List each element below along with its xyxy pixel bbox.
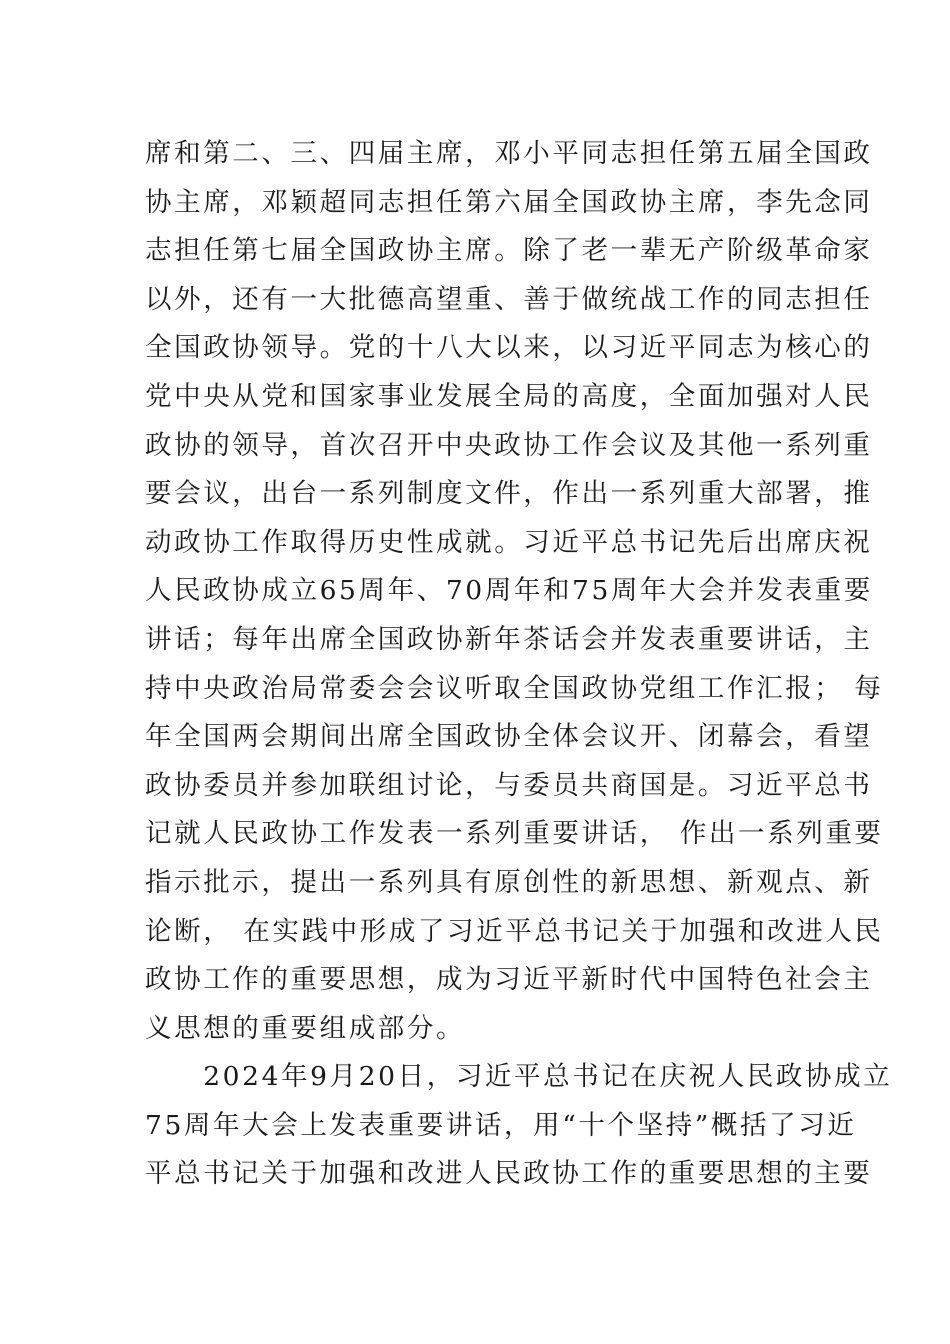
text-line: 持中央政治局常委会会议听取全国政协党组工作汇报； 每 xyxy=(145,672,884,704)
text-line: 义思想的重要组成部分。 xyxy=(145,1012,466,1044)
body-text xyxy=(145,130,893,1199)
text-line: 以外，还有一大批德高望重、善于做统战工作的同志担任 xyxy=(145,283,873,315)
text-line: 论断， 在实践中形成了习近平总书记关于加强和改进人民 xyxy=(145,915,884,947)
text-line: 指示批示，提出一系列具有原创性的新思想、新观点、新 xyxy=(145,866,873,898)
text-line: 协主席，邓颖超同志担任第六届全国政协主席，李先念同 xyxy=(145,186,873,218)
text-line: 人民政协成立65周年、70周年和75周年大会并发表重要 xyxy=(145,575,873,607)
paragraph xyxy=(145,1053,893,1199)
text-line: 志担任第七届全国政协主席。除了老一辈无产阶级革命家 xyxy=(145,235,873,267)
text-line: 讲话；每年出席全国政协新年茶话会并发表重要讲话，主 xyxy=(145,623,873,655)
text-line: 平总书记关于加强和改进人民政协工作的重要思想的主要 xyxy=(145,1158,873,1190)
paragraph xyxy=(145,130,884,1053)
text-line: 政协工作的重要思想，成为习近平新时代中国特色社会主 xyxy=(145,964,873,996)
text-line: 记就人民政协工作发表一系列重要讲话， 作出一系列重要 xyxy=(145,818,884,850)
text-line: 年全国两会期间出席全国政协全体会议开、闭幕会，看望 xyxy=(145,721,873,753)
text-line: 党中央从党和国家事业发展全局的高度，全面加强对人民 xyxy=(145,380,873,412)
text-line: 政协委员并参加联组讨论，与委员共商国是。习近平总书 xyxy=(145,769,873,801)
text-line: 席和第二、三、四届主席，邓小平同志担任第五届全国政 xyxy=(145,138,873,169)
text-line: 政协的领导，首次召开中央政协工作会议及其他一系列重 xyxy=(145,429,873,461)
text-line: 75周年大会上发表重要讲话，用“十个坚持”概括了习近 xyxy=(145,1109,857,1141)
text-line: 要会议，出台一系列制度文件，作出一系列重大部署，推 xyxy=(145,478,873,510)
text-line: 全国政协领导。党的十八大以来，以习近平同志为核心的 xyxy=(145,332,873,364)
text-line: 动政协工作取得历史性成就。习近平总书记先后出席庆祝 xyxy=(145,526,873,558)
text-line: 2024年9月20日，习近平总书记在庆祝人民政协成立 xyxy=(145,1061,893,1093)
